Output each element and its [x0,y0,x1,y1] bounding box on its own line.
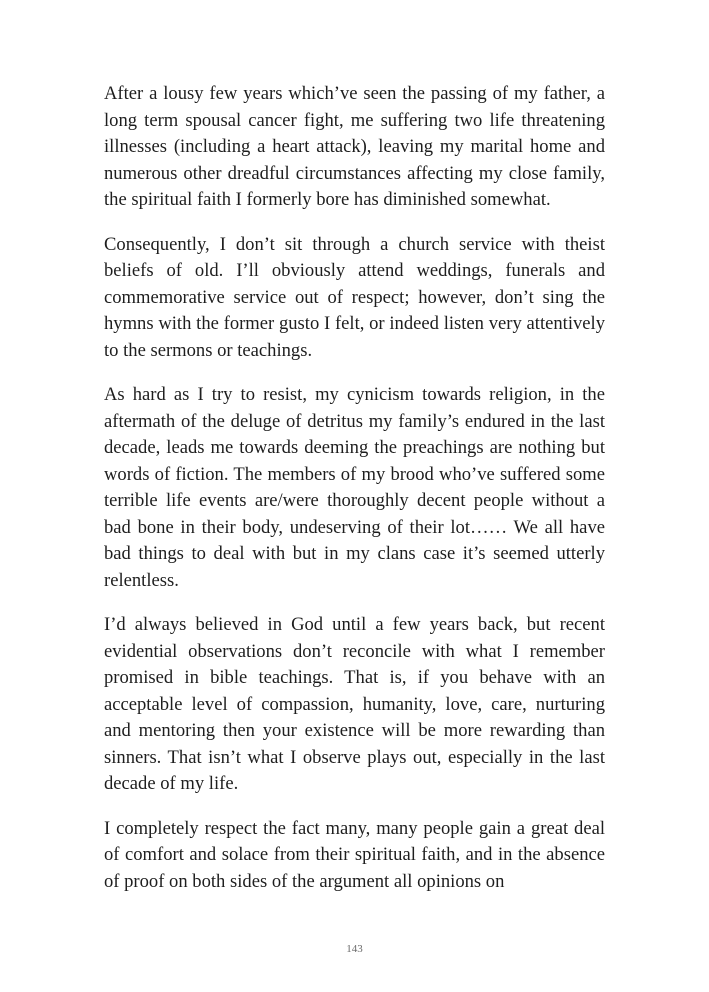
page-number: 143 [346,943,363,955]
paragraph-1: After a lousy few years which’ve seen the passing of my father, a long term spousal cancer fight, me suffering two life threatening illnesses (including a heart attack), leaving my marital home and numerous other dreadful circumstances affecting my close family, the spiritual faith I formerly bore has diminished somewhat. [104,83,605,210]
paragraph-3: As hard as I try to resist, my cynicism towards religion, in the aftermath of the deluge of detritus my family’s endured in the last decade, leads me towards deeming the preachings are nothing but words of fiction. The members of my brood who’ve suffered some terrible life events are/were thoroughly decent people without a bad bone in their body, undeserving of their lot…… We all have bad things to deal with but in my clans case it’s seemed utterly relentless. [104,384,605,591]
paragraph-2: Consequently, I don’t sit through a church service with theist beliefs of old. I’ll obviously attend weddings, funerals and commemorative service out of respect; however, don’t sing the hymns with the former gusto I felt, or indeed listen very attentively to the sermons or teachings. [104,233,605,361]
paragraph-5: I completely respect the fact many, many people gain a great deal of comfort and solace from their spiritual faith, and in the absence of proof on both sides of the argument all opinions on [104,817,605,892]
paragraph-4: I’d always believed in God until a few years back, but recent evidential observations don’t reconcile with what I remember promised in bible teachings. That is, if you behave with an acceptable level of compassion, humanity, love, care, nurturing and mentoring then your existence will be more rewarding than sinners. That isn’t what I observe plays out, especially in the last decade of my life. [104,614,605,794]
body-text [104,81,605,913]
